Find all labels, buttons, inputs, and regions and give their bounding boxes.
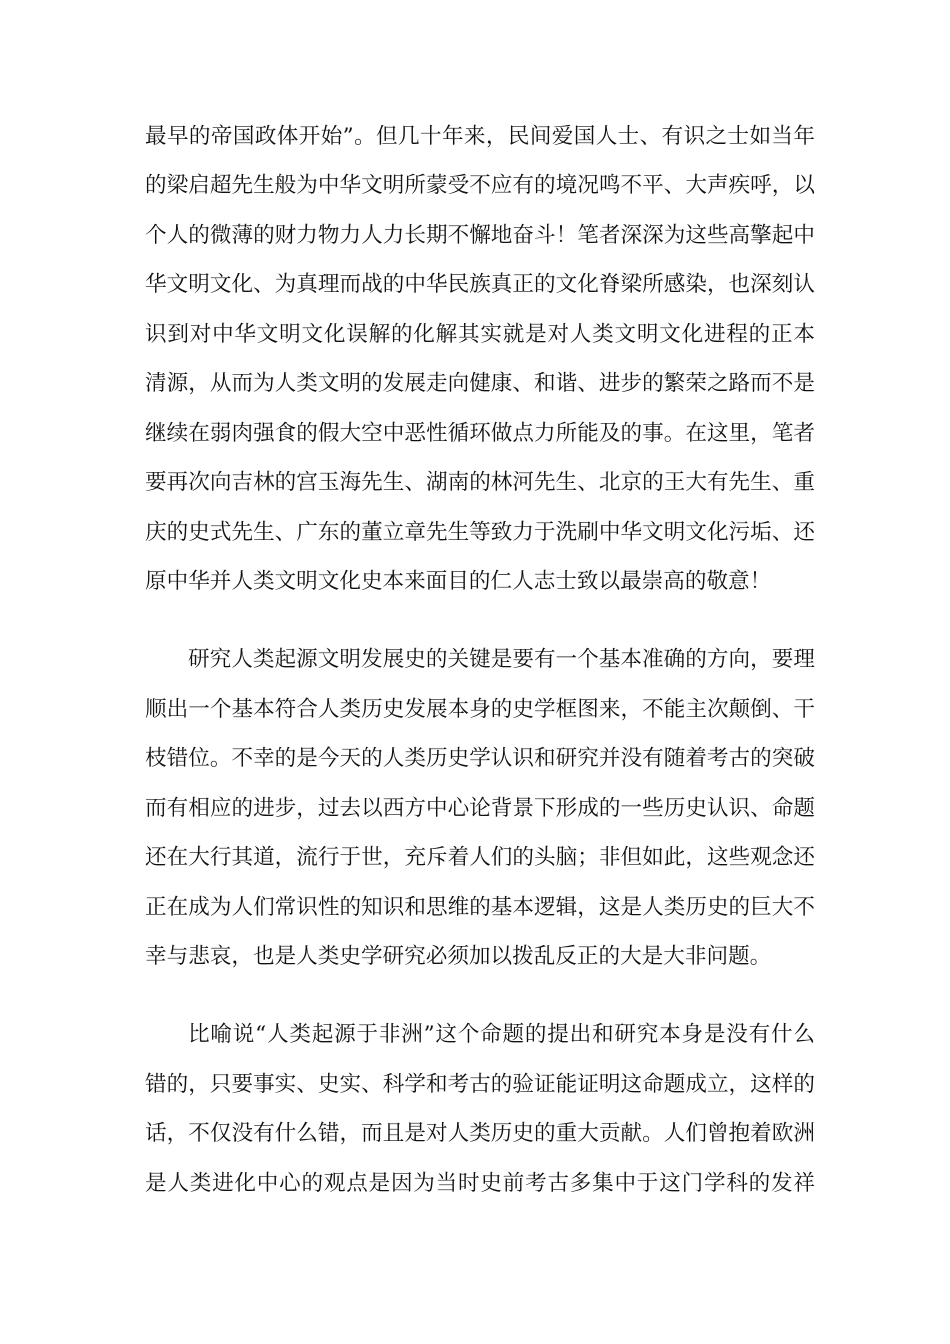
- paragraph-3-line-3: 话，不仅没有什么错，而且是对人类历史的重大贡献。人们曾抱着欧洲: [145, 1121, 815, 1146]
- paragraph-2-line-4: 而有相应的进步，过去以西方中心论背景下形成的一些历史认识、命题: [145, 796, 815, 821]
- paragraph-1-line-1: 最早的帝国政体开始”。但几十年来，民间爱国人士、有识之士如当年: [145, 124, 815, 149]
- paragraph-2-line-2: 顺出一个基本符合人类历史发展本身的史学框图来，不能主次颠倒、干: [145, 697, 815, 722]
- paragraph-2-line-5: 还在大行其道，流行于世，充斥着人们的头脑；非但如此，这些观念还: [145, 845, 815, 870]
- paragraph-3-line-1: 比喻说“人类起源于非洲”这个命题的提出和研究本身是没有什么: [188, 1022, 815, 1047]
- paragraph-1-line-4: 华文明文化、为真理而战的中华民族真正的文化脊梁所感染，也深刻认: [145, 272, 815, 297]
- paragraph-1-line-6: 清源，从而为人类文明的发展走向健康、和谐、进步的繁荣之路而不是: [145, 371, 815, 396]
- paragraph-3-line-2: 错的，只要事实、史实、科学和考古的验证能证明这命题成立，这样的: [145, 1072, 815, 1097]
- paragraph-1-line-8: 要再次向吉林的宫玉海先生、湖南的林河先生、北京的王大有先生、重: [145, 470, 815, 495]
- paragraph-1-line-3: 个人的微薄的财力物力人力长期不懈地奋斗！笔者深深为这些高擎起中: [145, 223, 815, 248]
- paragraph-1-line-5: 识到对中华文明文化误解的化解其实就是对人类文明文化进程的正本: [145, 322, 815, 347]
- paragraph-1-line-10: 原中华并人类文明文化史本来面目的仁人志士致以最崇高的敬意！: [145, 569, 772, 594]
- paragraph-2-line-3: 枝错位。不幸的是今天的人类历史学认识和研究并没有随着考古的突破: [145, 746, 815, 771]
- paragraph-2-line-1: 研究人类起源文明发展史的关键是要有一个基本准确的方向，要理: [188, 647, 815, 672]
- paragraph-2-line-6: 正在成为人们常识性的知识和思维的基本逻辑，这是人类历史的巨大不: [145, 895, 815, 920]
- paragraph-2-line-7: 幸与悲哀，也是人类史学研究必须加以拨乱反正的大是大非问题。: [145, 944, 772, 969]
- paragraph-1-line-9: 庆的史式先生、广东的董立章先生等致力于洗刷中华文明文化污垢、还: [145, 520, 815, 545]
- paragraph-3-line-4: 是人类进化中心的观点是因为当时史前考古多集中于这门学科的发祥: [145, 1171, 815, 1196]
- paragraph-1-line-7: 继续在弱肉强食的假大空中恶性循环做点力所能及的事。在这里，笔者: [145, 421, 815, 446]
- paragraph-1-line-2: 的梁启超先生般为中华文明所蒙受不应有的境况鸣不平、大声疾呼，以: [145, 173, 815, 198]
